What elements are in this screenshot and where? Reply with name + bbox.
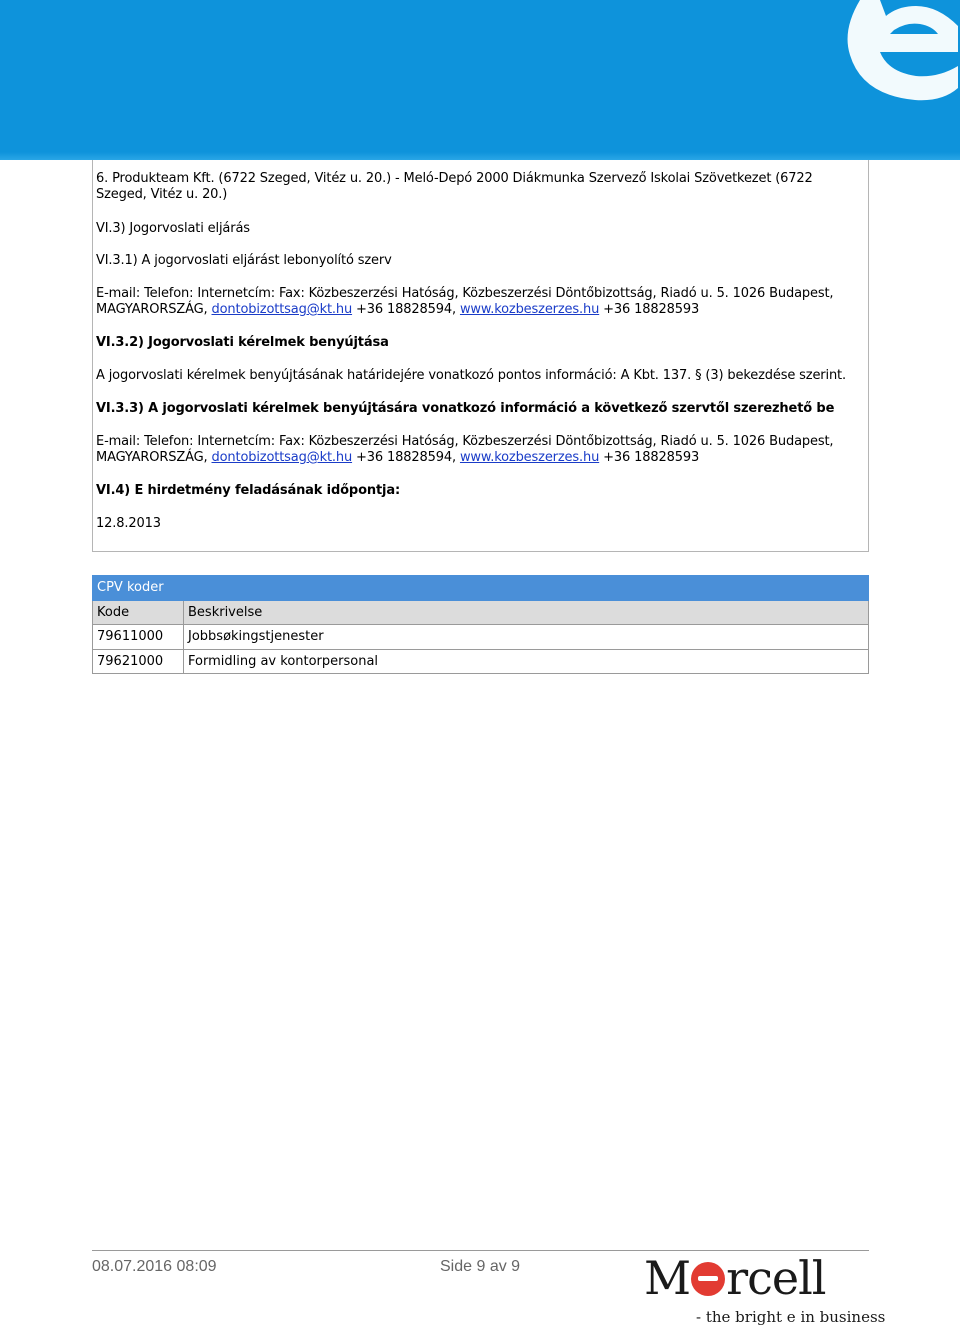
cpv-code: 79611000 (93, 625, 184, 650)
brand-wordmark-end: rcell (726, 1251, 826, 1305)
table-row (93, 625, 869, 650)
phone-2: +36 18828593 (603, 450, 700, 465)
section-vi31-heading: VI.3.1) A jogorvoslati eljárást lebonyolító szerv (96, 253, 392, 268)
header-band-edge (0, 152, 960, 160)
table-row (93, 649, 869, 674)
email-link[interactable]: dontobizottsag@kt.hu (211, 302, 353, 317)
phone-2: +36 18828593 (603, 302, 700, 317)
web-link[interactable]: www.kozbeszerzes.hu (459, 302, 600, 317)
section-vi32-heading: VI.3.2) Jogorvoslati kérelmek benyújtása (96, 335, 389, 350)
phone-1: +36 18828594, (356, 302, 456, 317)
contact-text: E-mail: Telefon: Internetcím: Fax: Közbeszerzési Hatóság, Közbeszerzési Döntőbizottság, Riadó u. 5. 1026 Budapest, MAGYARORSZÁG, (96, 434, 834, 465)
cpv-col-code: Kode (93, 600, 184, 625)
info-body-contact (96, 434, 856, 466)
cpv-title-row (93, 576, 869, 601)
winner-line: 6. Produkteam Kft. (6722 Szeged, Vitéz u. 20.) - Meló-Depó 2000 Diákmunka Szervező Iskolai Szövetkezet (6722 Szeged, Vitéz u. 20.) (96, 171, 813, 202)
cpv-title: CPV koder (93, 576, 869, 601)
phone-1: +36 18828594, (356, 450, 456, 465)
cpv-desc: Formidling av kontorpersonal (184, 649, 869, 674)
review-body-contact (96, 286, 856, 318)
cpv-desc: Jobbsøkingstjenester (184, 625, 869, 650)
section-vi3-heading: VI.3) Jogorvoslati eljárás (96, 221, 250, 236)
section-vi33-heading: VI.3.3) A jogorvoslati kérelmek benyújtására vonatkozó információ a következő szervtől szerezhető be (96, 401, 835, 416)
cpv-col-desc: Beskrivelse (184, 600, 869, 625)
brand-wordmark (644, 1252, 826, 1304)
brand-tagline: - the bright e in business (696, 1308, 886, 1326)
cpv-code: 79621000 (93, 649, 184, 674)
web-link[interactable]: www.kozbeszerzes.hu (459, 450, 600, 465)
marcell-brand-logo (644, 1251, 886, 1326)
brand-e-icon (691, 1262, 725, 1296)
cpv-table (92, 575, 869, 674)
footer-date: 08.07.2016 08:09 (92, 1258, 217, 1275)
notice-date: 12.8.2013 (96, 516, 161, 531)
contact-text: E-mail: Telefon: Internetcím: Fax: Közbeszerzési Hatóság, Közbeszerzési Döntőbizottság, Riadó u. 5. 1026 Budapest, MAGYARORSZÁG, (96, 286, 834, 317)
marcell-e-logo-icon (820, 0, 960, 110)
header-band (0, 0, 960, 160)
section-vi32-text: A jogorvoslati kérelmek benyújtásának határidejére vonatkozó pontos információ: A Kbt. 137. § (3) bekezdése szerint. (96, 368, 846, 383)
brand-wordmark-start: M (644, 1251, 691, 1305)
section-vi4-heading: VI.4) E hirdetmény feladásának időpontja: (96, 483, 400, 498)
cpv-header-row (93, 600, 869, 625)
email-link[interactable]: dontobizottsag@kt.hu (211, 450, 353, 465)
footer-page-number: Side 9 av 9 (440, 1258, 521, 1275)
